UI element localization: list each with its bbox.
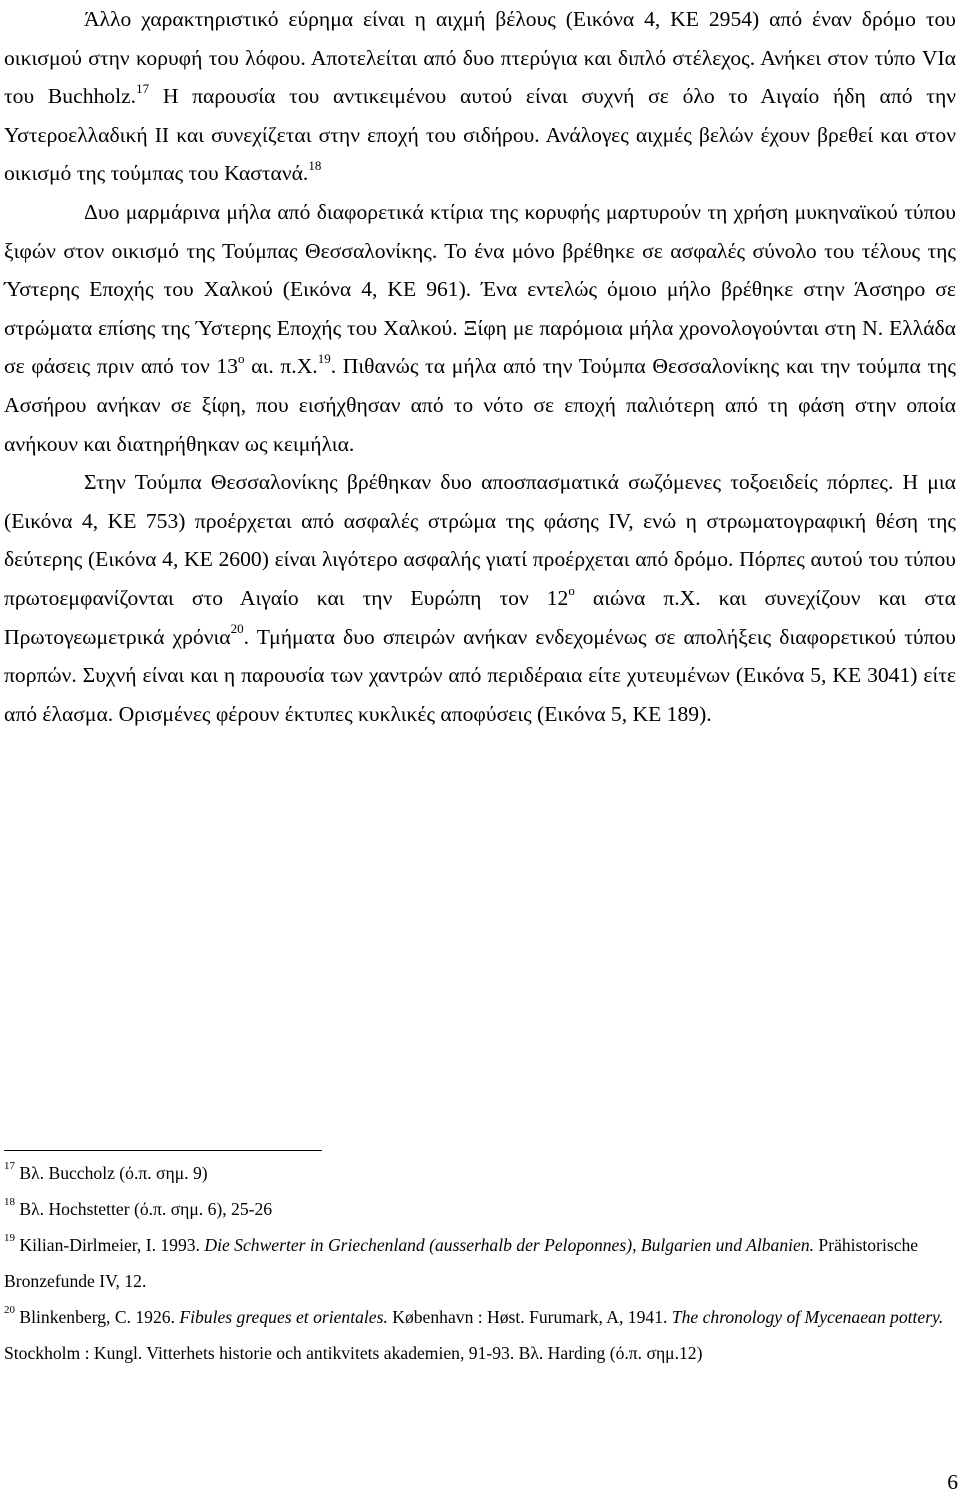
paragraph [4, 193, 956, 463]
text-run: αι. π.Χ. [244, 354, 318, 379]
text-run: Άλλο χαρακτηριστικό εύρημα είναι η αιχμή βέλους (Εικόνα 4, ΚΕ 2954) από έναν δρόμο του οικισμού στην κορυφή του λόφου. Αποτελείται από δυο πτερύγια και διπλό στέλεχος. Ανήκει στον τύπο VIα του Buchholz. [4, 7, 956, 109]
italic-text: Fibules greques et orientales. [179, 1307, 388, 1327]
text-run: Kilian-Dirlmeier, I. 1993. [15, 1235, 205, 1255]
footnote [4, 1299, 944, 1371]
italic-text: Die Schwerter in Griechenland (ausserhalb der Peloponnes), Bulgarien und Albanien. [204, 1235, 815, 1255]
text-run: Stockholm : Kungl. Vitterhets historie och antikvitets akademien, 91-93. Βλ. Harding (ό.π. σημ.12) [4, 1343, 703, 1363]
text-run: . Τμήματα δυο σπειρών ανήκαν ενδεχομένως σε απολήξεις διαφορετικού τύπου πορπών. Συχνή είναι και η παρουσία των χαντρών από περιδέραια είτε χυτευμένων (Εικόνα 5, ΚΕ 3041) είτε από έλασμα. Ορισμένες φέρουν έκτυπες κυκλικές αποφύσεις (Εικόνα 5, ΚΕ 189). [4, 624, 956, 726]
footnote [4, 1227, 944, 1299]
footnote-ref: 17 [136, 81, 150, 96]
footnote [4, 1191, 944, 1227]
text-run: Blinkenberg, C. 1926. [15, 1307, 180, 1327]
text-run: København : Høst. Furumark, A, 1941. [387, 1307, 672, 1327]
page-number: 6 [947, 1470, 958, 1494]
text-run: Δυο μαρμάρινα μήλα από διαφορετικά κτίρια της κορυφής μαρτυρούν τη χρήση μυκηναϊκού τύπου ξιφών στον οικισμό της Τούμπας Θεσσαλονίκης. Το ένα μόνο βρέθηκε σε ασφαλές σύνολο του τέλους της Ύστερης Εποχής του Χαλκού (Εικόνα 4, ΚΕ 961). Ένα εντελώς όμοιο μήλο βρέθηκε στην Άσσηρο σε στρώματα επίσης της Ύστερης Εποχής του Χαλκού. Ξίφη με παρόμοια μήλα χρονολογούνται στη Ν. Ελλάδα σε φάσεις πριν από τον 13 [4, 199, 956, 379]
text-run: Η παρουσία του αντικειμένου αυτού είναι συχνή σε όλο το Αιγαίο ήδη από την Υστεροελλαδική ΙΙ και συνεχίζεται στην εποχή του σιδήρου. Ανάλογες αιχμές βελών έχουν βρεθεί και στον οικισμό της τούμπας του Καστανά. [4, 84, 956, 186]
text-run: αιώνα π.Χ. και συνεχίζουν και στα Πρωτογεωμετρικά χρόνια [4, 585, 956, 649]
footnote-number: 18 [4, 1196, 15, 1209]
text-run: . Πιθανώς τα μήλα από την Τούμπα Θεσσαλονίκης και την τούμπα της Ασσήρου ανήκαν σε ξίφη, που εισήχθησαν από το νότο σε εποχή παλιότερη από τη φάση στην οποία ανήκουν και διατηρήθηκαν ως κειμήλια. [4, 354, 956, 456]
footnote-number: 20 [4, 1304, 15, 1317]
text-run: Βλ. Buccholz (ό.π. σημ. 9) [15, 1163, 208, 1183]
footnote-ref: 20 [230, 621, 244, 637]
italic-text: The chronology of Mycenaean pottery. [671, 1307, 944, 1327]
text-run: Prähistorische Bronzefunde IV, 12. [4, 1235, 919, 1291]
footnote-ref: ο [238, 351, 245, 367]
footnote-ref: 19 [317, 351, 331, 367]
text-run: Βλ. Hochstetter (ό.π. σημ. 6), 25-26 [15, 1199, 273, 1219]
footnote-number: 17 [4, 1160, 15, 1173]
footnotes [4, 1155, 944, 1371]
body-text [4, 0, 956, 733]
paragraph [4, 0, 956, 193]
footnote-ref: ο [568, 582, 575, 598]
footnote-separator [4, 1150, 322, 1151]
footnote-ref: 18 [308, 158, 322, 174]
footnote-number: 19 [4, 1232, 15, 1245]
text-run: Στην Τούμπα Θεσσαλονίκης βρέθηκαν δυο αποσπασματικά σωζόμενες τοξοειδείς πόρπες. Η μια (Εικόνα 4, ΚΕ 753) προέρχεται από ασφαλές στρώμα της φάσης IV, ενώ η στρωματογραφική θέση της δεύτερης (Εικόνα 4, ΚΕ 2600) είναι λιγότερο ασφαλής γιατί προέρχεται από δρόμο. Πόρπες αυτού του τύπου πρωτοεμφανίζονται στο Αιγαίο και την Ευρώπη τον 12 [4, 470, 956, 610]
paragraph [4, 463, 956, 733]
footnote [4, 1155, 944, 1191]
